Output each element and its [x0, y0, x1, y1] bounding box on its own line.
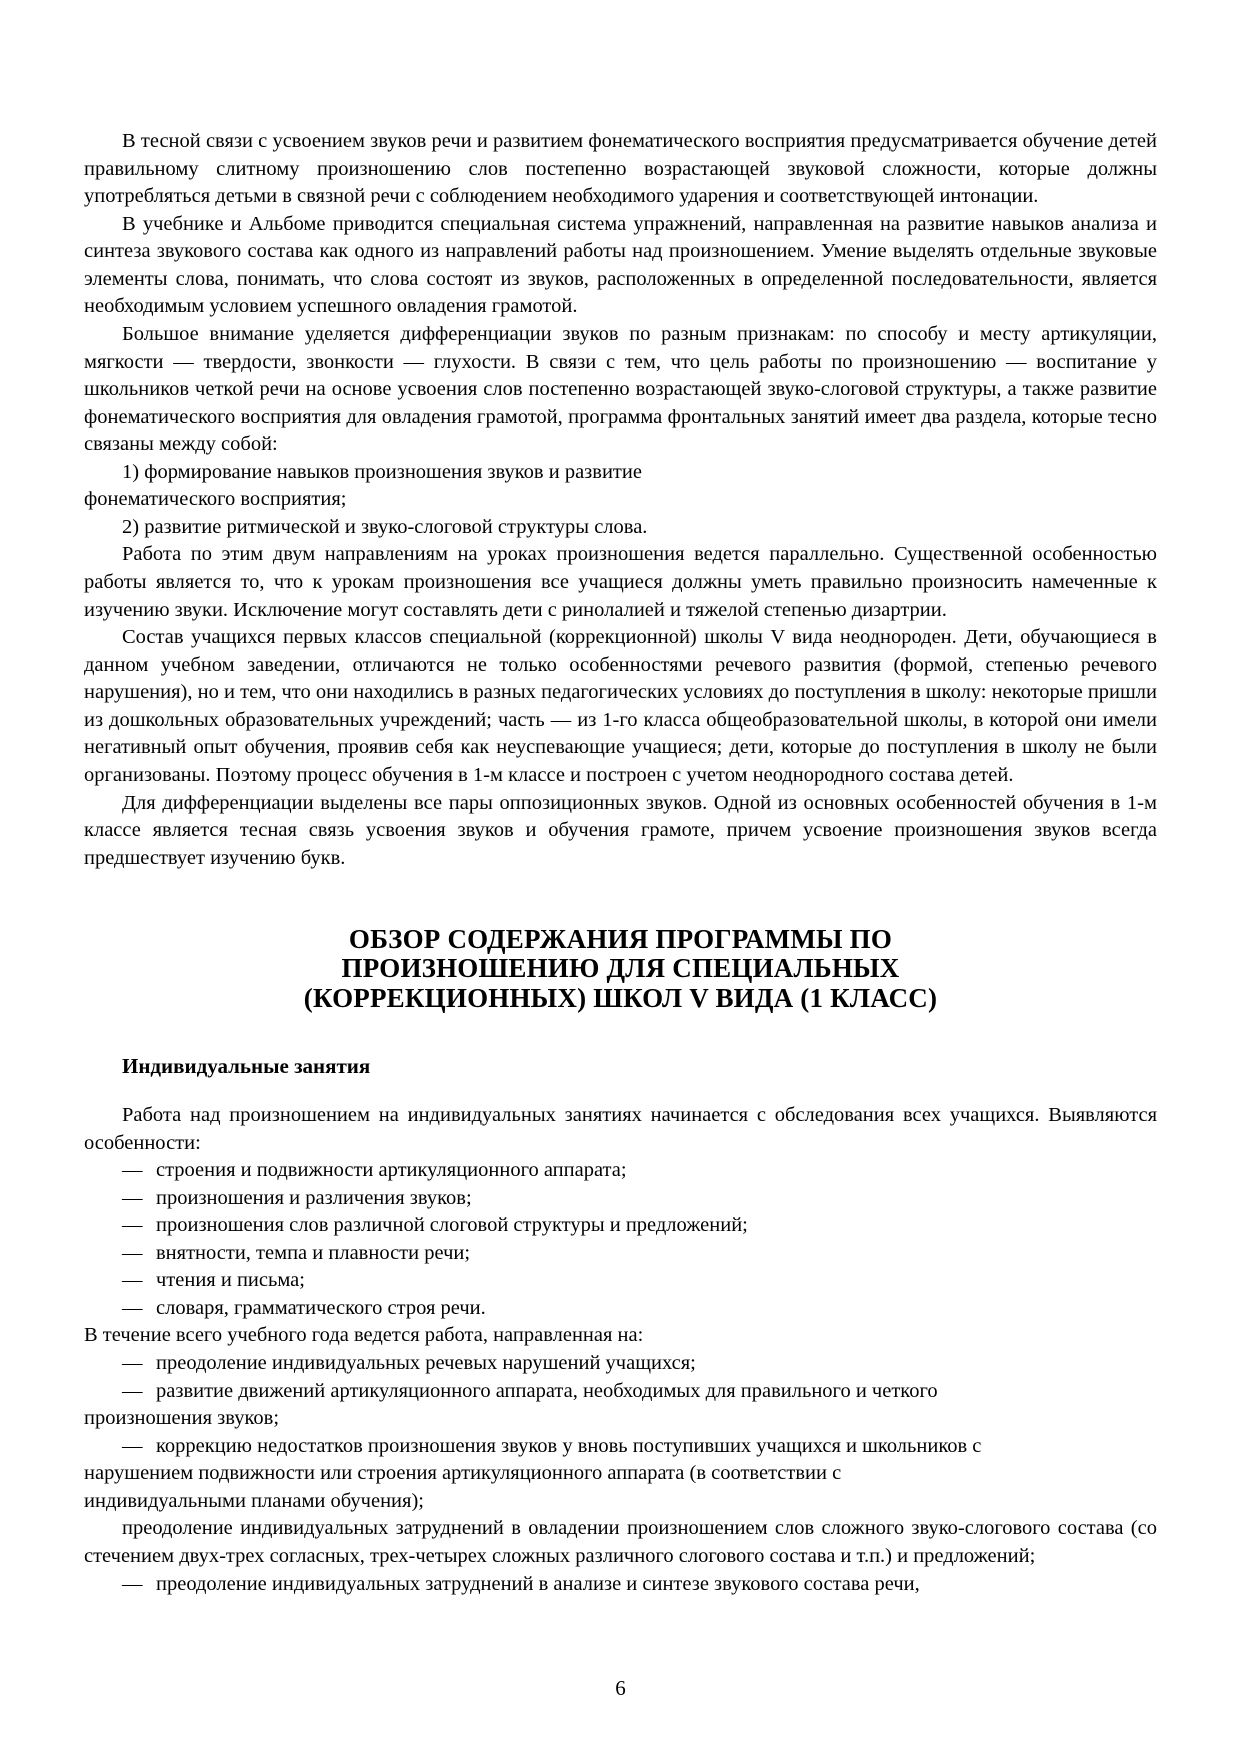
list-item	[84, 1378, 1157, 1406]
list-item	[84, 1267, 1157, 1295]
list-item	[84, 1571, 1157, 1599]
list-item-label: строения и подвижности артикуляционного аппарата;	[156, 1159, 627, 1182]
list-item-label: преодоление индивидуальных затруднений в анализе и синтезе звукового состава речи,	[156, 1572, 920, 1595]
list-item-continuation: произношения звуков;	[84, 1407, 280, 1430]
dash-icon: —	[122, 1241, 143, 1264]
section-title-line-3: (КОРРЕКЦИОННЫХ) ШКОЛ V ВИДА (1 КЛАСС)	[303, 982, 938, 1013]
paragraph-5: Состав учащихся первых классов специальной (коррекционной) школы V вида неоднороден. Дети, обучающиеся в данном учебном заведении, отличаются не только особенностями речевого развития (формой, степенью речевого нарушения), но и тем, что они находились в разных педагогических условиях до поступления в школу: некоторые пришли из дошкольных образовательных учреждений; часть — из 1-го класса общеобразовательной школы, в которой они имели негативный опыт обучения, проявив себя как неуспевающие учащиеся; дети, которые до поступления в школу не были организованы. Поэтому процесс обучения в 1-м классе и построен с учетом неоднородного состава детей.	[84, 626, 1157, 786]
list-item	[84, 1212, 1157, 1240]
dash-icon: —	[122, 1296, 143, 1319]
list-item-continuation-extra: индивидуальными планами обучения);	[84, 1489, 424, 1512]
dash-icon: —	[122, 1269, 143, 1292]
list-item-continuation: нарушением подвижности или строения артикуляционного аппарата (в соответствии с	[84, 1462, 842, 1485]
subheading-individual-lessons: Индивидуальные занятия	[122, 1053, 371, 1078]
section-title-line-1: ОБЗОР СОДЕРЖАНИЯ ПРОГРАММЫ ПО	[348, 924, 893, 955]
paragraph-6: Для дифференциации выделены все пары оппозиционных звуков. Одной из основных особенностей обучения в 1-м классе является тесная связь усвоения звуков и обучения грамоте, причем усвоение произношения звуков всегда предшествует изучению букв.	[84, 791, 1157, 869]
dash-icon: —	[122, 1352, 143, 1375]
list-item-label: чтения и письма;	[156, 1269, 305, 1292]
paragraph-3: Большое внимание уделяется дифференциации звуков по разным признакам: по способу и месту артикуляции, мягкости — твердости, звонкости — глухости. В связи с тем, что цель работы по произношению — воспитание у школьников четкой речи на основе усвоения слов постепенно возрастающей звуко-слоговой структуры, а также развитие фонематического восприятия для овладения грамотой, программа фронтальных занятий имеет два раздела, которые тесно связаны между собой:	[84, 322, 1157, 456]
paragraph-2: В учебнике и Альбоме приводится специальная система упражнений, направленная на развитие навыков анализа и синтеза звукового состава как одного из направлений работы над произношением. Умение выделять отдельные звуковые элементы слова, понимать, что слова состоят из звуков, расположенных в определенной последовательности, является необходимым условием успешного овладения грамотой.	[84, 212, 1157, 318]
list-item-label: коррекцию недостатков произношения звуков у вновь поступивших учащихся и школьников с	[156, 1434, 982, 1457]
numbered-item-2-line-1: 2) развитие ритмической и звуко-слоговой структуры слова.	[122, 515, 648, 538]
subheading-block	[84, 1053, 1157, 1080]
section-title-block	[84, 925, 1157, 1012]
dash-icon: —	[122, 1159, 143, 1182]
dash-icon: —	[122, 1434, 143, 1457]
list-item-label: произношения слов различной слоговой структуры и предложений;	[156, 1214, 748, 1237]
list-item-label: развитие движений артикуляционного аппарата, необходимых для правильного и четкого	[156, 1379, 938, 1402]
list-item	[84, 1240, 1157, 1268]
dash-icon: —	[122, 1572, 143, 1595]
section-title-line-2: ПРОИЗНОШЕНИЮ ДЛЯ СПЕЦИАЛЬНЫХ	[341, 953, 900, 984]
year-lead-in: В течение всего учебного года ведется работа, направленная на:	[84, 1324, 644, 1347]
numbered-item-1-line-2: фонематического восприятия;	[84, 488, 347, 511]
intro-paragraph: Работа над произношением на индивидуальных занятиях начинается с обследования всех учащихся. Выявляются особенности:	[84, 1103, 1157, 1154]
list-item	[84, 1295, 1157, 1323]
list-item-label: внятности, темпа и плавности речи;	[156, 1241, 471, 1264]
overcoming-paragraph: преодоление индивидуальных затруднений в овладении произношением слов сложного звуко-слогового состава (со стечением двух-трех согласных, трех-четырех сложных различного слогового состава и т.п.) и предложений;	[84, 1517, 1157, 1567]
list-item	[84, 1433, 1157, 1461]
numbered-item-1-line-1: 1) формирование навыков произношения звуков и развитие	[122, 460, 642, 483]
list-item-label: преодоление индивидуальных речевых нарушений учащихся;	[156, 1352, 696, 1375]
list-item	[84, 1350, 1157, 1378]
dash-icon: —	[122, 1186, 143, 1209]
list-item	[84, 1157, 1157, 1185]
list-item	[84, 1185, 1157, 1213]
page-number: 6	[615, 1676, 626, 1700]
dash-icon: —	[122, 1214, 143, 1237]
list-item-label: словаря, грамматического строя речи.	[156, 1296, 486, 1319]
paragraph-1: В тесной связи с усвоением звуков речи и развитием фонематического восприятия предусматривается обучение детей правильному слитному произношению слов постепенно возрастающей звуковой сложности, которые должны употребляться детьми в связной речи с соблюдением необходимого ударения и соответствующей интонации.	[84, 130, 1157, 208]
paragraph-4: Работа по этим двум направлениям на уроках произношения ведется параллельно. Существенной особенностью работы является то, что к урокам произношения все учащиеся должны уметь правильно произносить намеченные к изучению звуки. Исключение могут составлять дети с ринолалией и тяжелой степенью дизартрии.	[84, 543, 1157, 621]
list-item-label: произношения и различения звуков;	[156, 1186, 472, 1209]
dash-icon: —	[122, 1379, 143, 1402]
